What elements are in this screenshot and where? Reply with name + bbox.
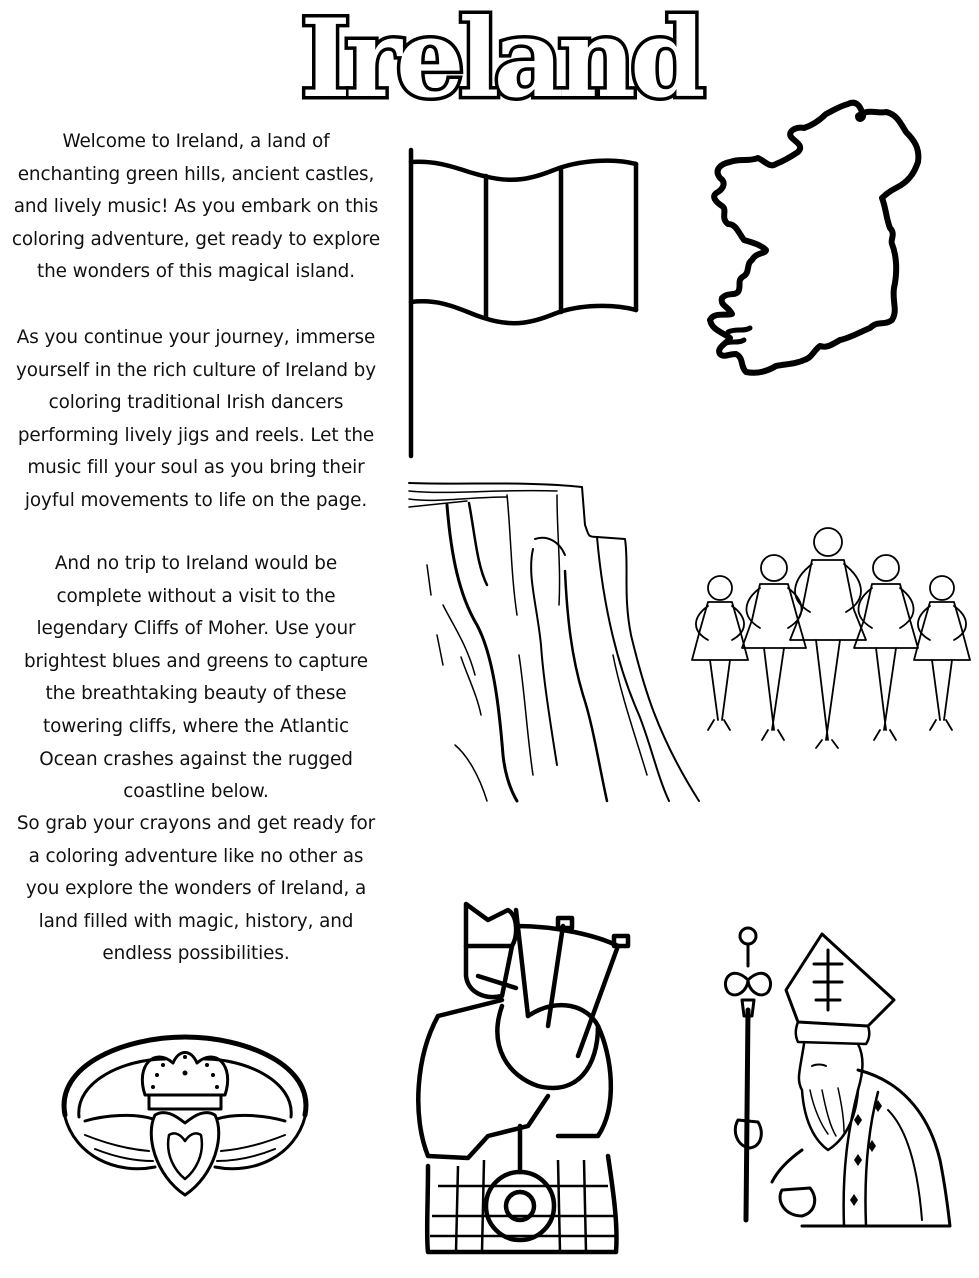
text-line: coastline below. bbox=[123, 781, 269, 803]
irish-dancers-illustration bbox=[680, 520, 975, 750]
text-line: you explore the wonders of Ireland, a bbox=[25, 878, 367, 900]
saint-patrick-illustration bbox=[718, 920, 958, 1232]
text-line: So grab your crayons and get ready for bbox=[16, 813, 376, 834]
text-line: legendary Cliffs of Moher. Use your bbox=[36, 618, 356, 640]
dancers-icon bbox=[680, 520, 975, 750]
text-line: coloring traditional Irish dancers bbox=[48, 392, 344, 414]
ireland-map-illustration bbox=[700, 92, 940, 382]
text-line: Ocean crashes against the rugged bbox=[39, 748, 353, 770]
cliff-icon bbox=[407, 475, 702, 805]
text-line: Welcome to Ireland, a land of bbox=[62, 131, 330, 152]
flag-icon bbox=[404, 140, 649, 460]
text-line: complete without a visit to the bbox=[56, 585, 336, 607]
text-line: yourself in the rich culture of Ireland by bbox=[15, 359, 377, 381]
text-line: towering cliffs, where the Atlantic bbox=[42, 715, 349, 737]
text-line: a coloring adventure like no other as bbox=[28, 845, 364, 867]
text-line: coloring adventure, get ready to explore bbox=[11, 228, 381, 250]
ireland-map-icon bbox=[700, 92, 940, 382]
text-line: land filled with magic, history, and bbox=[38, 910, 354, 932]
bagpiper-icon bbox=[408, 896, 638, 1256]
text-line: music fill your soul as you bring their bbox=[27, 457, 365, 479]
culture-paragraph bbox=[4, 322, 388, 518]
cliffs-paragraph bbox=[4, 548, 388, 809]
text-line: and lively music! As you embark on this bbox=[13, 196, 379, 218]
intro-paragraph bbox=[4, 126, 388, 289]
closing-paragraph bbox=[4, 808, 388, 971]
text-line: brightest blues and greens to capture bbox=[23, 650, 368, 672]
title-graphic bbox=[290, 0, 710, 118]
bagpiper-illustration bbox=[408, 896, 638, 1256]
text-line: endless possibilities. bbox=[102, 943, 290, 965]
irish-flag-illustration bbox=[404, 140, 649, 460]
text-line: enchanting green hills, ancient castles, bbox=[17, 163, 375, 185]
claddagh-ring-illustration bbox=[45, 1025, 325, 1210]
text-line: the wonders of this magical island. bbox=[37, 261, 355, 283]
text-line: And no trip to Ireland would be bbox=[54, 553, 338, 574]
cliffs-of-moher-illustration bbox=[407, 475, 702, 805]
text-line: joyful movements to life on the page. bbox=[24, 489, 368, 511]
text-line: As you continue your journey, immerse bbox=[16, 327, 376, 348]
page-title bbox=[290, 0, 710, 118]
svg-text:Ireland: Ireland bbox=[300, 0, 700, 118]
claddagh-icon bbox=[45, 1025, 325, 1210]
saint-patrick-icon bbox=[718, 920, 958, 1232]
text-line: the breathtaking beauty of these bbox=[45, 683, 347, 705]
text-line: performing lively jigs and reels. Let the bbox=[17, 424, 375, 446]
